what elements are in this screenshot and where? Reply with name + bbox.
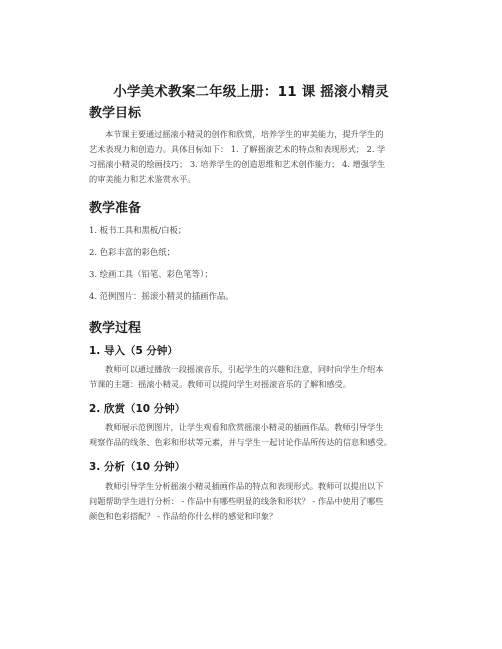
paragraph-line: 习摇滚小精灵的绘画技巧； 3. 培养学生的创造思维和艺术创作能力； 4. 增强学生 xyxy=(89,159,386,169)
page-title: 小学美术教案二年级上册：11 课 摇滚小精灵 xyxy=(113,84,389,100)
paragraph-line: 教师展示范例图片，让学生观看和欣赏摇滚小精灵的插画作品。教师引导学生 xyxy=(105,422,384,432)
paragraph-line: 颜色和色彩搭配？ - 作品给你什么样的感觉和印象？ xyxy=(89,511,278,521)
step-heading-intro: 1. 导入（5 分钟） xyxy=(89,345,178,357)
section-heading-objectives: 教学目标 xyxy=(89,106,142,121)
step-heading-analysis: 3. 分析（10 分钟） xyxy=(89,461,186,473)
list-item: 4. 范例图片：摇滚小精灵的插画作品。 xyxy=(89,291,234,301)
paragraph-line: 节课的主题：摇滚小精灵。教师可以提问学生对摇滚音乐的了解和感受。 xyxy=(89,379,352,389)
section-heading-process: 教学过程 xyxy=(89,321,142,336)
list-item: 3. 绘画工具（铅笔、彩色笔等）； xyxy=(89,269,213,279)
list-item: 2. 色彩丰富的彩色纸； xyxy=(89,247,176,257)
paragraph-line: 艺术表现力和创造力。具体目标如下： 1. 了解摇滚艺术的特点和表现形式； 2. 学 xyxy=(89,144,386,154)
objectives-paragraph xyxy=(89,127,434,187)
paragraph-line: 本节课主要通过摇滚小精灵的创作和欣赏，培养学生的审美能力，提升学生的 xyxy=(105,129,384,139)
step-paragraph-appreciation xyxy=(89,420,434,450)
paragraph-line: 教师可以通过播放一段摇滚音乐，引起学生的兴趣和注意，同时向学生介绍本 xyxy=(105,364,384,374)
paragraph-line: 问题帮助学生进行分析： - 作品中有哪些明显的线条和形状？ - 作品中使用了哪些 xyxy=(89,496,384,506)
paragraph-line: 的审美能力和艺术鉴赏水平。 xyxy=(89,174,196,184)
step-paragraph-intro xyxy=(89,362,434,392)
paragraph-line: 观察作品的线条、色彩和形状等元素，并与学生一起讨论作品所传达的信息和感受。 xyxy=(89,437,392,447)
step-paragraph-analysis xyxy=(89,479,434,524)
list-item: 1. 板书工具和黑板/白板； xyxy=(89,225,187,235)
paragraph-line: 教师引导学生分析摇滚小精灵插画作品的特点和表现形式。教师可以提出以下 xyxy=(105,481,384,491)
section-heading-preparation: 教学准备 xyxy=(89,201,142,216)
step-heading-appreciation: 2. 欣赏（10 分钟） xyxy=(89,403,186,415)
